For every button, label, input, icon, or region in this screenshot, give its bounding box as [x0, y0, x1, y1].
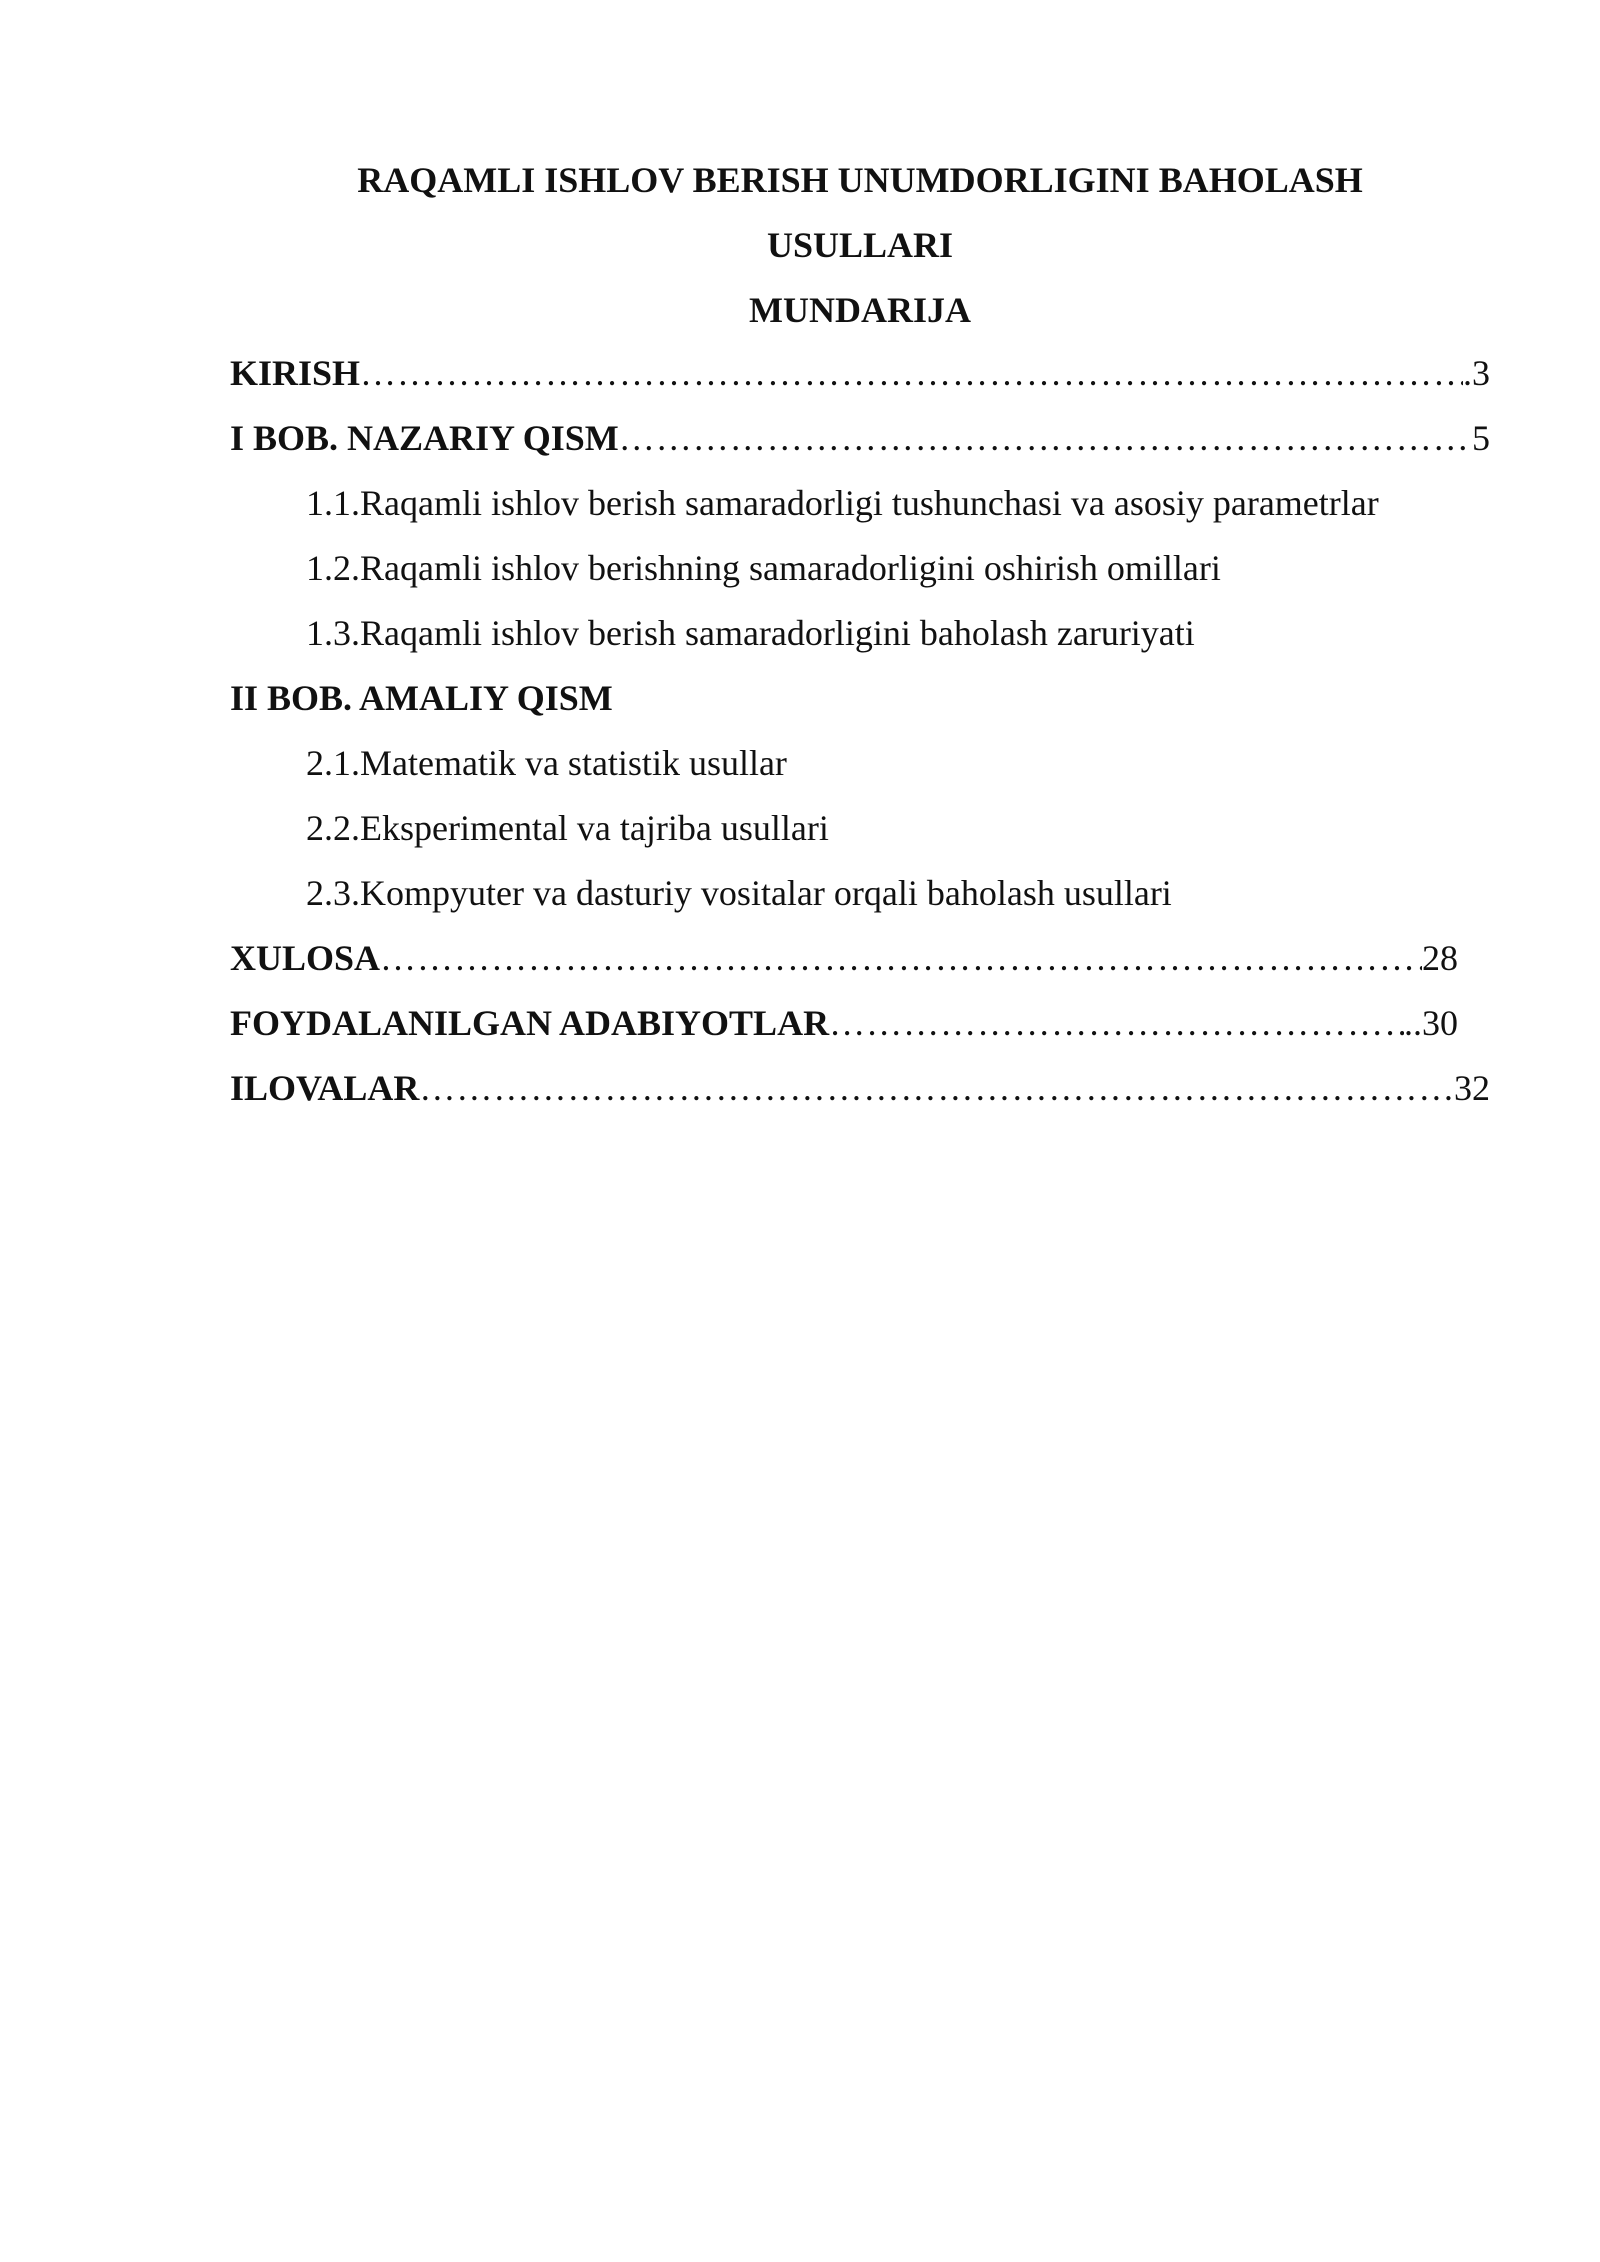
- toc-entry-label: 2.2.Eksperimental va tajriba usullari: [306, 807, 829, 848]
- toc-entry-2-1: [230, 730, 1490, 795]
- table-of-contents: [230, 340, 1490, 1120]
- toc-entry-1-2: [230, 535, 1490, 600]
- toc-entry-label: 1.3.Raqamli ishlov berish samaradorligini baholash zaruriyati: [306, 612, 1195, 653]
- toc-entry-label: II BOB. AMALIY QISM: [230, 677, 613, 718]
- toc-page-number: 28: [1422, 937, 1458, 978]
- toc-page-number: 32: [1454, 1067, 1490, 1108]
- toc-entry-label: XULOSA: [230, 937, 381, 978]
- toc-entry-label: 2.3.Kompyuter va dasturiy vositalar orqali baholash usullari: [306, 872, 1172, 913]
- toc-entry-kirish: [230, 340, 1490, 405]
- toc-entry-label: I BOB. NAZARIY QISM: [230, 417, 619, 458]
- toc-entry-bob2: [230, 665, 1490, 730]
- toc-entry-label: KIRISH: [230, 352, 361, 393]
- toc-entry-2-3: [230, 860, 1490, 925]
- toc-entry-1-3: [230, 600, 1490, 665]
- toc-entry-adabiyotlar: [230, 990, 1458, 1055]
- toc-entry-label: 1.2.Raqamli ishlov berishning samaradorligini oshirish omillari: [306, 547, 1221, 588]
- document-title-line-2: USULLARI: [766, 225, 954, 265]
- toc-entry-label: 1.1.Raqamli ishlov berish samaradorligi tushunchasi va asosiy parametrlar: [306, 482, 1379, 523]
- toc-leader-dots: [619, 417, 1472, 459]
- toc-heading: MUNDARIJA: [749, 290, 971, 330]
- toc-leader-dots: [380, 937, 1422, 979]
- toc-entry-xulosa: [230, 925, 1458, 990]
- toc-entry-ilovalar: [230, 1055, 1490, 1120]
- toc-page-number: .3: [1463, 352, 1490, 393]
- toc-page-number: ..30: [1404, 1002, 1458, 1043]
- title-block: [230, 148, 1490, 343]
- toc-page-number: 5: [1472, 417, 1490, 458]
- toc-leader-dots: [419, 1067, 1454, 1109]
- toc-entry-bob1: [230, 405, 1490, 470]
- toc-entry-label: ILOVALAR: [230, 1067, 420, 1108]
- toc-entry-label: 2.1.Matematik va statistik usullar: [306, 742, 787, 783]
- document-title-line-1: RAQAMLI ISHLOV BERISH UNUMDORLIGINI BAHOLASH: [357, 160, 1363, 200]
- toc-entry-label: FOYDALANILGAN ADABIYOTLAR: [230, 1002, 830, 1043]
- toc-entry-2-2: [230, 795, 1490, 860]
- toc-leader-dots: [360, 352, 1463, 394]
- toc-entry-1-1: [230, 470, 1490, 535]
- toc-leader-dots: [829, 1002, 1404, 1044]
